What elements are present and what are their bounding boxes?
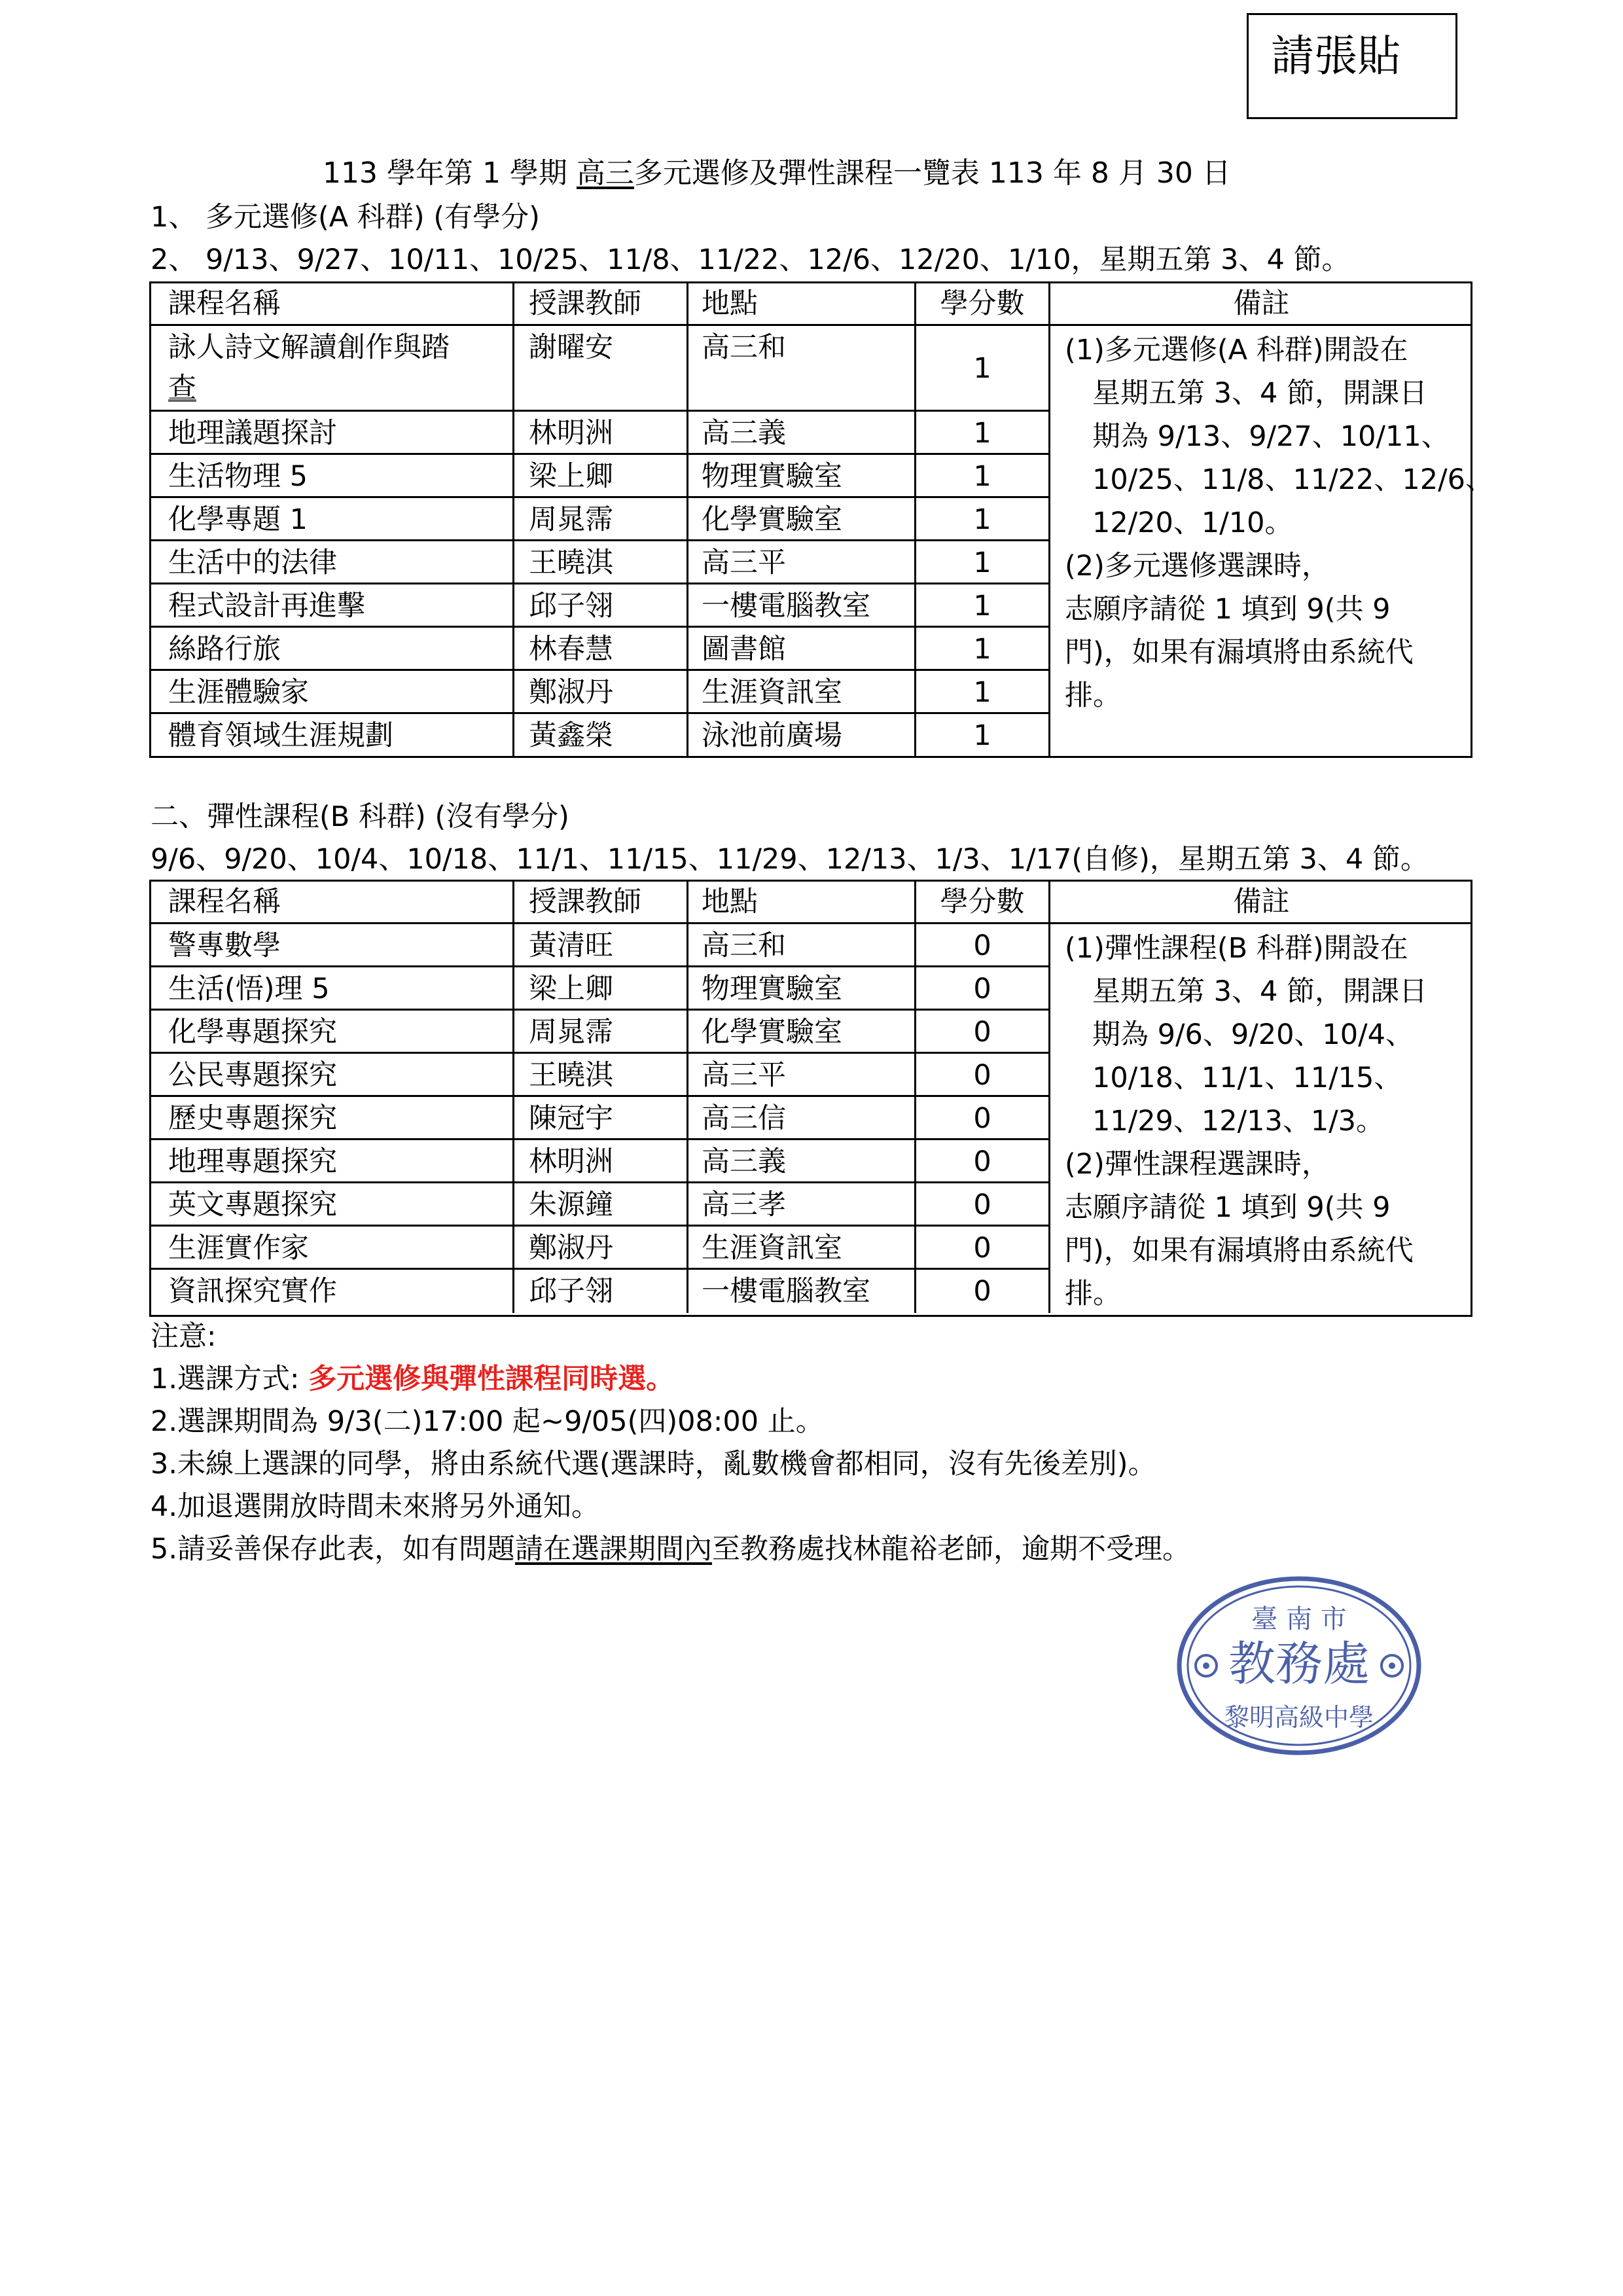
remark-line: 門)，如果有漏填將由系統代	[1065, 1234, 1414, 1267]
table-row-name: 歷史專題探究	[151, 1097, 514, 1140]
note-5-post: 至教務處找林龍裕老師，逾期不受理。	[712, 1533, 1191, 1566]
note-1	[151, 1359, 674, 1399]
table-row-name: 地理專題探究	[151, 1140, 514, 1183]
note-1-label: 1.選課方式:	[151, 1363, 309, 1395]
remark-line: 10/25、11/8、11/22、12/6、	[1092, 463, 1493, 496]
table-row-place: 一樓電腦教室	[688, 584, 916, 628]
table-row-teacher: 王曉淇	[514, 541, 688, 584]
table-row-place: 高三平	[688, 541, 916, 584]
table-row-place: 化學實驗室	[688, 1011, 916, 1054]
table-row-place: 高三孝	[688, 1183, 916, 1227]
header-location: 地點	[688, 283, 916, 326]
table-row-name: 程式設計再進擊	[151, 584, 514, 628]
remark-line: 期為 9/6、9/20、10/4、	[1092, 1018, 1414, 1051]
header-location: 地點	[688, 882, 916, 924]
table-row-place: 高三信	[688, 1097, 916, 1140]
table-row-place: 生涯資訊室	[688, 671, 916, 714]
notes-heading: 注意:	[151, 1320, 217, 1353]
table-row-place: 高三和	[688, 924, 916, 967]
header-remarks: 備註	[1050, 283, 1472, 326]
seal-bottom-text: 黎明高級中學	[1224, 1703, 1374, 1732]
table-row-place: 高三義	[688, 412, 916, 455]
remark-line: 志願序請從 1 填到 9(共 9	[1065, 593, 1391, 626]
academic-affairs-seal	[1175, 1574, 1423, 1757]
section2-schedule: 9/6、9/20、10/4、10/18、11/1、11/15、11/29、12/13、1/3、1/17(自修)，星期五第 3、4 節。	[151, 843, 1429, 876]
table-row-name: 生涯體驗家	[151, 671, 514, 714]
post-notice-box	[1247, 13, 1457, 119]
remark-line: 排。	[1065, 1278, 1121, 1310]
remark-line: 排。	[1065, 679, 1121, 712]
note-5	[151, 1530, 1190, 1569]
page-title	[323, 154, 1231, 193]
table-row-teacher: 林春慧	[514, 628, 688, 671]
table-row-name: 體育領域生涯規劃	[151, 714, 514, 757]
table-a-row-0-teacher: 謝曜安	[514, 326, 688, 412]
seal-left-flower-icon	[1196, 1655, 1217, 1676]
table-row-teacher: 陳冠宇	[514, 1097, 688, 1140]
table-row-place: 一樓電腦教室	[688, 1270, 916, 1313]
title-post: 多元選修及彈性課程一覽表 113 年 8 月 30 日	[633, 156, 1231, 190]
remark-line: (1)彈性課程(B 科群)開設在	[1065, 932, 1408, 965]
table-row-credit: 0	[916, 924, 1050, 967]
table-row-credit: 1	[916, 628, 1050, 671]
seal-right-flower-icon	[1382, 1655, 1402, 1676]
table-row-credit: 0	[916, 967, 1050, 1011]
remark-line: (2)彈性課程選課時，	[1065, 1148, 1330, 1181]
header-teacher: 授課教師	[514, 283, 688, 326]
remark-line: 志願序請從 1 填到 9(共 9	[1065, 1191, 1391, 1224]
table-row-credit: 1	[916, 584, 1050, 628]
post-notice-label: 請張貼	[1271, 31, 1400, 81]
table-row-place: 生涯資訊室	[688, 1227, 916, 1270]
section2-heading: 二、彈性課程(B 科群) (沒有學分)	[151, 800, 569, 833]
table-row-teacher: 邱子翎	[514, 584, 688, 628]
table-row-name: 英文專題探究	[151, 1183, 514, 1227]
table-a-row-0-place: 高三和	[688, 326, 916, 412]
seal-top-text: 臺 南 市	[1251, 1604, 1347, 1634]
table-row-teacher: 梁上卿	[514, 455, 688, 498]
table-row-credit: 1	[916, 455, 1050, 498]
table-row-teacher: 黃清旺	[514, 924, 688, 967]
remark-line: 10/18、11/1、11/15、	[1092, 1062, 1402, 1094]
section1-schedule: 2、 9/13、9/27、10/11、10/25、11/8、11/22、12/6、12/20、1/10，星期五第 3、4 節。	[151, 243, 1350, 276]
table-row-credit: 0	[916, 1140, 1050, 1183]
header-credits: 學分數	[916, 283, 1050, 326]
table-row-credit: 0	[916, 1054, 1050, 1097]
table-row-name: 生活(悟)理 5	[151, 967, 514, 1011]
table-row-name: 地理議題探討	[151, 412, 514, 455]
table-a-remarks	[1050, 326, 1493, 756]
table-row-credit: 1	[916, 412, 1050, 455]
table-row-teacher: 朱源鐘	[514, 1183, 688, 1227]
note-1-emphasis: 多元選修與彈性課程同時選。	[308, 1363, 675, 1395]
remark-line: 期為 9/13、9/27、10/11、	[1092, 420, 1450, 453]
course-name-line1: 詠人詩文解讀創作與踏	[168, 331, 450, 364]
table-row-name: 公民專題探究	[151, 1054, 514, 1097]
table-row-place: 化學實驗室	[688, 498, 916, 541]
section1-heading: 1、 多元選修(A 科群) (有學分)	[151, 201, 540, 234]
table-row-teacher: 周晁霈	[514, 1011, 688, 1054]
course-table-a	[149, 281, 1493, 758]
table-row-teacher: 梁上卿	[514, 967, 688, 1011]
table-row-teacher: 林明洲	[514, 1140, 688, 1183]
table-row-name: 化學專題 1	[151, 498, 514, 541]
table-a-row-0-name	[151, 326, 514, 412]
title-grade: 高三	[576, 156, 634, 190]
table-row-name: 警專數學	[151, 924, 514, 967]
course-name-line2: 查	[168, 372, 196, 404]
table-row-credit: 0	[916, 1011, 1050, 1054]
note-4: 4.加退選開放時間未來將另外通知。	[151, 1490, 600, 1523]
table-row-name: 化學專題探究	[151, 1011, 514, 1054]
table-row-place: 圖書館	[688, 628, 916, 671]
header-course-name: 課程名稱	[151, 283, 514, 326]
table-row-teacher: 鄭淑丹	[514, 671, 688, 714]
remark-line: 門)，如果有漏填將由系統代	[1065, 636, 1414, 669]
table-a-row-0-credit: 1	[916, 326, 1050, 412]
note-5-pre: 5.請妥善保存此表，如有問題	[151, 1533, 516, 1566]
title-pre: 113 學年第 1 學期	[323, 156, 577, 190]
remark-line: (2)多元選修選課時，	[1065, 550, 1330, 583]
table-row-credit: 1	[916, 541, 1050, 584]
table-row-teacher: 邱子翎	[514, 1270, 688, 1313]
table-row-credit: 1	[916, 498, 1050, 541]
table-row-name: 絲路行旅	[151, 628, 514, 671]
note-3: 3.未線上選課的同學，將由系統代選(選課時，亂數機會都相同，沒有先後差別)。	[151, 1448, 1156, 1480]
table-row-name: 生活物理 5	[151, 455, 514, 498]
remark-line: 12/20、1/10。	[1092, 507, 1293, 539]
header-course-name: 課程名稱	[151, 882, 514, 924]
table-row-name: 生涯實作家	[151, 1227, 514, 1270]
remark-line: 星期五第 3、4 節，開課日	[1092, 377, 1428, 410]
remark-line: 11/29、12/13、1/3。	[1092, 1105, 1385, 1138]
table-row-credit: 1	[916, 714, 1050, 757]
table-row-credit: 0	[916, 1097, 1050, 1140]
header-remarks: 備註	[1050, 882, 1472, 924]
table-row-teacher: 周晁霈	[514, 498, 688, 541]
table-row-credit: 0	[916, 1227, 1050, 1270]
table-row-place: 泳池前廣場	[688, 714, 916, 757]
note-5-underlined: 請在選課期間內	[515, 1533, 713, 1566]
table-row-place: 高三平	[688, 1054, 916, 1097]
table-row-teacher: 王曉淇	[514, 1054, 688, 1097]
header-teacher: 授課教師	[514, 882, 688, 924]
table-row-name: 資訊探究實作	[151, 1270, 514, 1313]
table-row-teacher: 黃鑫榮	[514, 714, 688, 757]
remark-line: 星期五第 3、4 節，開課日	[1092, 975, 1428, 1008]
header-credits: 學分數	[916, 882, 1050, 924]
remark-line: (1)多元選修(A 科群)開設在	[1065, 334, 1408, 367]
table-row-place: 高三義	[688, 1140, 916, 1183]
table-row-teacher: 林明洲	[514, 412, 688, 455]
table-row-credit: 0	[916, 1270, 1050, 1313]
table-row-place: 物理實驗室	[688, 455, 916, 498]
course-table-b	[149, 880, 1472, 1317]
seal-center-text: 教務處	[1228, 1636, 1370, 1691]
note-2: 2.選課期間為 9/3(二)17:00 起~9/05(四)08:00 止。	[151, 1405, 824, 1438]
table-row-place: 物理實驗室	[688, 967, 916, 1011]
table-row-name: 生活中的法律	[151, 541, 514, 584]
table-row-credit: 0	[916, 1183, 1050, 1227]
table-row-credit: 1	[916, 671, 1050, 714]
seal-graphic	[1175, 1574, 1423, 1757]
table-b-remarks	[1050, 924, 1472, 1315]
table-row-teacher: 鄭淑丹	[514, 1227, 688, 1270]
